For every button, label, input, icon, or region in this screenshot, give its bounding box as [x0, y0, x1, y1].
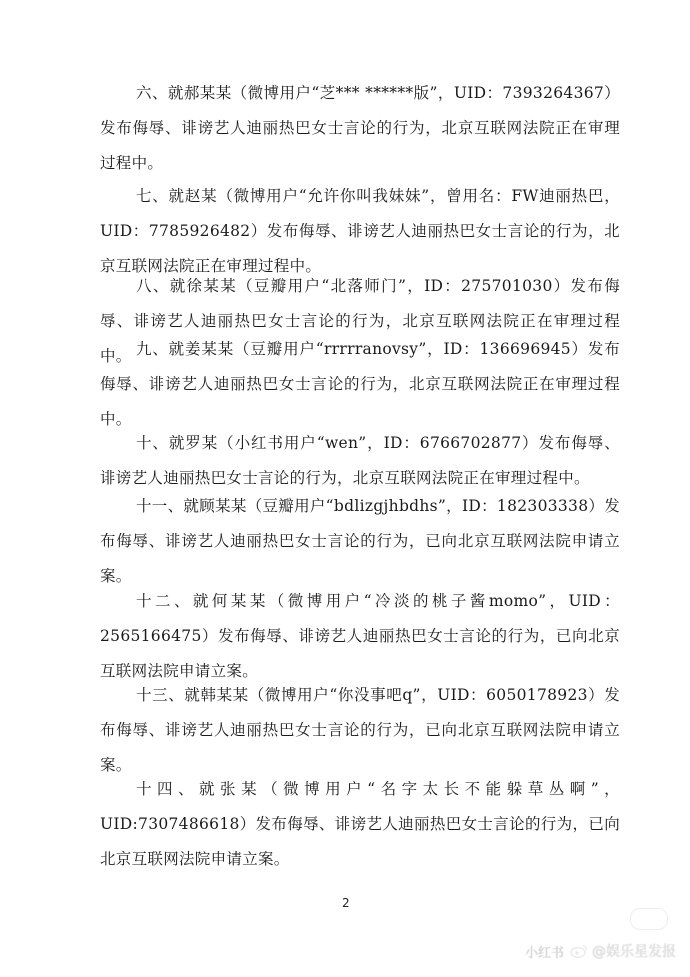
paragraph-item-7: 七、就赵某（微博用户“允许你叫我妹妹”，曾用名：FW迪丽热巴，UID：7785926482）发布侮辱、诽谤艺人迪丽热巴女士言论的行为，北京互联网法院正在审理过程中。: [100, 187, 620, 275]
watermark-account: @娱乐星发报: [592, 944, 676, 960]
paragraph-item-14: 十四、就张某（微博用户“名字太长不能躲草丛啊”，UID:7307486618）发布侮辱、诽谤艺人迪丽热巴女士言论的行为，已向北京互联网法院申请立案。: [100, 780, 620, 868]
watermark: [525, 941, 676, 961]
weibo-icon: [570, 944, 588, 958]
page-number: 2: [342, 896, 350, 910]
watermark-prefix: 小红书: [524, 945, 564, 961]
corner-badge-icon: [630, 908, 668, 930]
paragraph-item-8: 八、就徐某某（豆瓣用户“北落师门”，ID：275701030）发布侮辱、诽谤艺人迪丽热巴女士言论的行为，北京互联网法院正在审理过程中。: [100, 277, 620, 365]
paragraph-item-12: 十二、就何某某（微博用户“冷淡的桃子酱momo”，UID：2565166475）发布侮辱、诽谤艺人迪丽热巴女士言论的行为，已向北京互联网法院申请立案。: [100, 592, 620, 680]
paragraph-item-13: 十三、就韩某某（微博用户“你没事吧q”，UID：6050178923）发布侮辱、诽谤艺人迪丽热巴女士言论的行为，已向北京互联网法院申请立案。: [100, 686, 620, 774]
paragraph-item-11: 十一、就顾某某（豆瓣用户“bdlizgjhbdhs”，ID：182303338）发布侮辱、诽谤艺人迪丽热巴女士言论的行为，已向北京互联网法院申请立案。: [100, 497, 620, 585]
paragraph-item-10: 十、就罗某（小红书用户“wen”，ID：6766702877）发布侮辱、诽谤艺人迪丽热巴女士言论的行为，北京互联网法院正在审理过程中。: [100, 434, 620, 487]
paragraph-item-9: 九、就姜某某（豆瓣用户“rrrrranovsy”，ID：136696945）发布侮辱、诽谤艺人迪丽热巴女士言论的行为，北京互联网法院正在审理过程中。: [100, 340, 620, 428]
paragraph-item-6: 六、就郝某某（微博用户“芝*** ******版”，UID：7393264367）发布侮辱、诽谤艺人迪丽热巴女士言论的行为，北京互联网法院正在审理过程中。: [100, 84, 620, 172]
